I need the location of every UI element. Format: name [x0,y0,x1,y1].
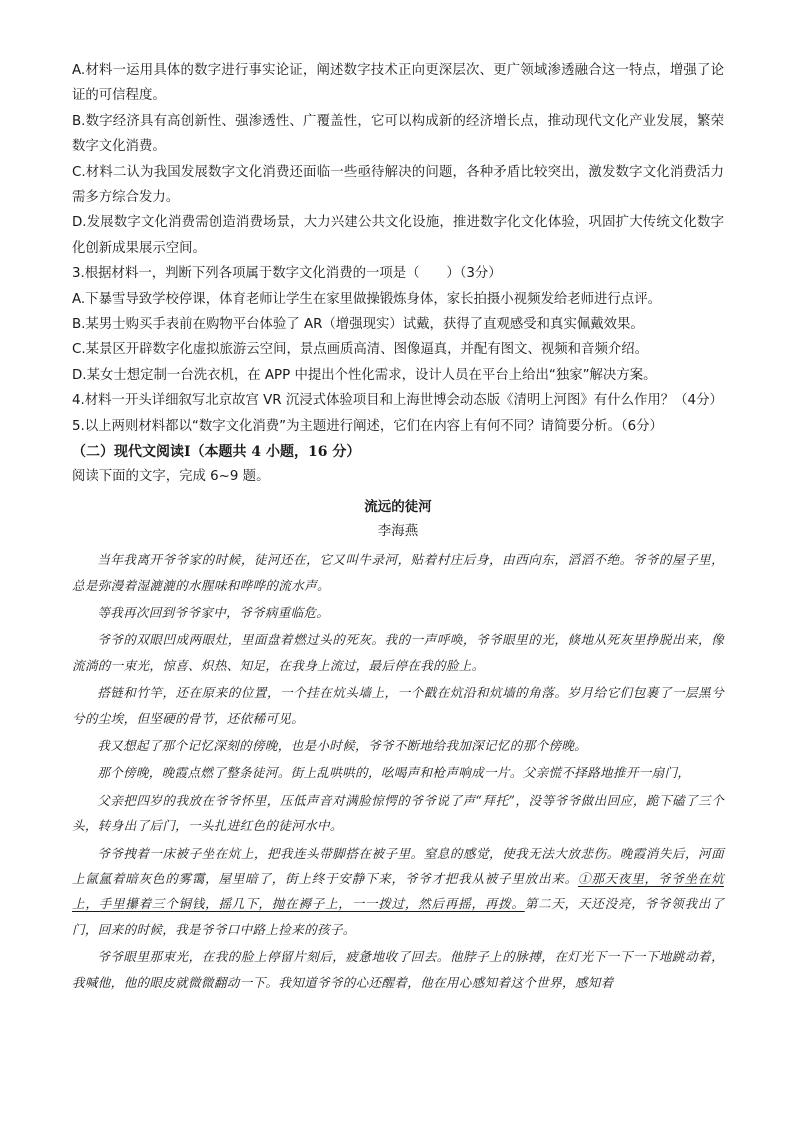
story-paragraph-last: 爷爷眼里那束光，在我的脸上停留片刻后，疲惫地收了回去。他脖子上的脉搏，在灯光下一下一下地跳动着，我喊他，他的眼皮就微微翻动一下。我知道爷爷的心还醒着，他在用心感知着这个世界，感知着 [72,949,724,990]
story-paragraph: 那个傍晚，晚霞点燃了整条徒河。街上乱哄哄的，吆喝声和枪声响成一片。父亲慌不择路地推开一扇门， [97,765,691,781]
option-b-text: B.数字经济具有高创新性、强渗透性、广覆盖性，它可以构成新的经济增长点，推动现代文化产业发展，繁荣数字文化消费。 [72,113,724,155]
story-paragraph: 父亲把四岁的我放在爷爷怀里，压低声音对满脸惊愕的爷爷说了声“拜托”，没等爷爷做出回应，跪下磕了三个头，转身出了后门，一头扎进红色的徒河水中。 [72,792,724,834]
question-4: 4.材料一开头详细叙写北京故宫 VR 沉浸式体验项目和上海世博会动态版《清明上河图》有什么作用？（4分） [72,393,723,409]
reading-instruction: 阅读下面的文字，完成 6~9 题。 [72,469,270,485]
underlined-sentence-1: ①那天夜里，爷爷坐在炕上，手里攥着三个铜钱，摇几下，抛在褥子上，一一拨过，然后再摇，再拨。 [72,870,724,912]
story-title: 流远的徒河 [364,499,432,516]
story-paragraph: 当年我离开爷爷家的时候，徒河还在，它又叫牛录河，贴着村庄后身，由西向东，滔滔不绝。爷爷的屋子里，总是弥漫着湿漉漉的水腥味和哗哗的流水声。 [72,552,724,593]
story-paragraph: 等我再次回到爷爷家中，爷爷病重临危。 [97,604,330,620]
question-3-option-b: B.某男士购买手表前在购物平台体验了 AR（增强现实）试戴，获得了直观感受和真实佩戴效果。 [72,317,644,333]
option-d-text: D.发展数字文化消费需创造消费场景，大力兴建公共文化设施，推进数字化文化体验，巩固扩大传统文化数字化创新成果展示空间。 [72,215,724,256]
story-paragraph-with-underline [72,841,724,943]
section-header: （二）现代文阅读Ⅰ（本题共 4 小题，16 分） [72,444,361,461]
question-3-option-a: A.下暴雪导致学校停课，体育老师让学生在家里做操锻炼身体，家长拍摄小视频发给老师进行点评。 [72,291,661,307]
question-3-option-d: D.某女士想定制一台洗衣机，在 APP 中提出个性化需求，设计人员在平台上给出“独家”解决方案。 [72,367,657,383]
question-5: 5.以上两则材料都以“数字文化消费”为主题进行阐述，它们在内容上有何不同？请简要分析。（6分） [72,418,663,434]
exam-page [72,58,724,997]
paragraph-text-after: 第二天，天还没亮，爷爷领我出了门，回来的时候，我是爷爷口中路上捡来的孩子。 [72,896,725,937]
option-c-text: C.材料二认为我国发展数字文化消费还面临一些亟待解决的问题，各种矛盾比较突出，激发数字文化消费活力需多方综合发力。 [72,164,724,206]
question-3-stem: 3.根据材料一，判断下列各项属于数字文化消费的一项是（ ）（3分） [72,266,502,282]
story-paragraph: 爷爷的双眼凹成两眼灶，里面盘着燃过头的死灰。我的一声呼唤，爷爷眼里的光，倏地从死灰里挣脱出来，像流淌的一束光，惊喜、炽热、知足，在我身上流过，最后停在我的脸上。 [72,632,724,673]
paragraph-text-before: 爷爷拽着一床被子坐在炕上，把我连头带脚搭在被子里。窒息的感觉，使我无法大放悲伤。晚霞消失后，河面上氤氲着暗灰色的雾霭，屋里暗了，街上终于安静下来，爷爷才把我从被子里放出来。 [72,845,724,886]
story-paragraph: 我又想起了那个记忆深刻的傍晚，也是小时候，爷爷不断地给我加深记忆的那个傍晚。 [97,737,588,753]
story-paragraph: 搭链和竹竿，还在原来的位置，一个挂在炕头墙上，一个戳在炕沿和炕墙的角落。岁月给它们包裹了一层黑兮兮的尘埃，但坚硬的骨节，还依稀可见。 [72,685,724,726]
story-author: 李海燕 [377,523,419,540]
question-3-option-c: C.某景区开辟数字化虚拟旅游云空间，景点画质高清、图像逼真，并配有图文、视频和音频介绍。 [72,342,649,358]
option-a-text: A.材料一运用具体的数字进行事实论证，阐述数字技术正向更深层次、更广领域渗透融合这一特点，增强了论证的可信程度。 [72,63,724,104]
